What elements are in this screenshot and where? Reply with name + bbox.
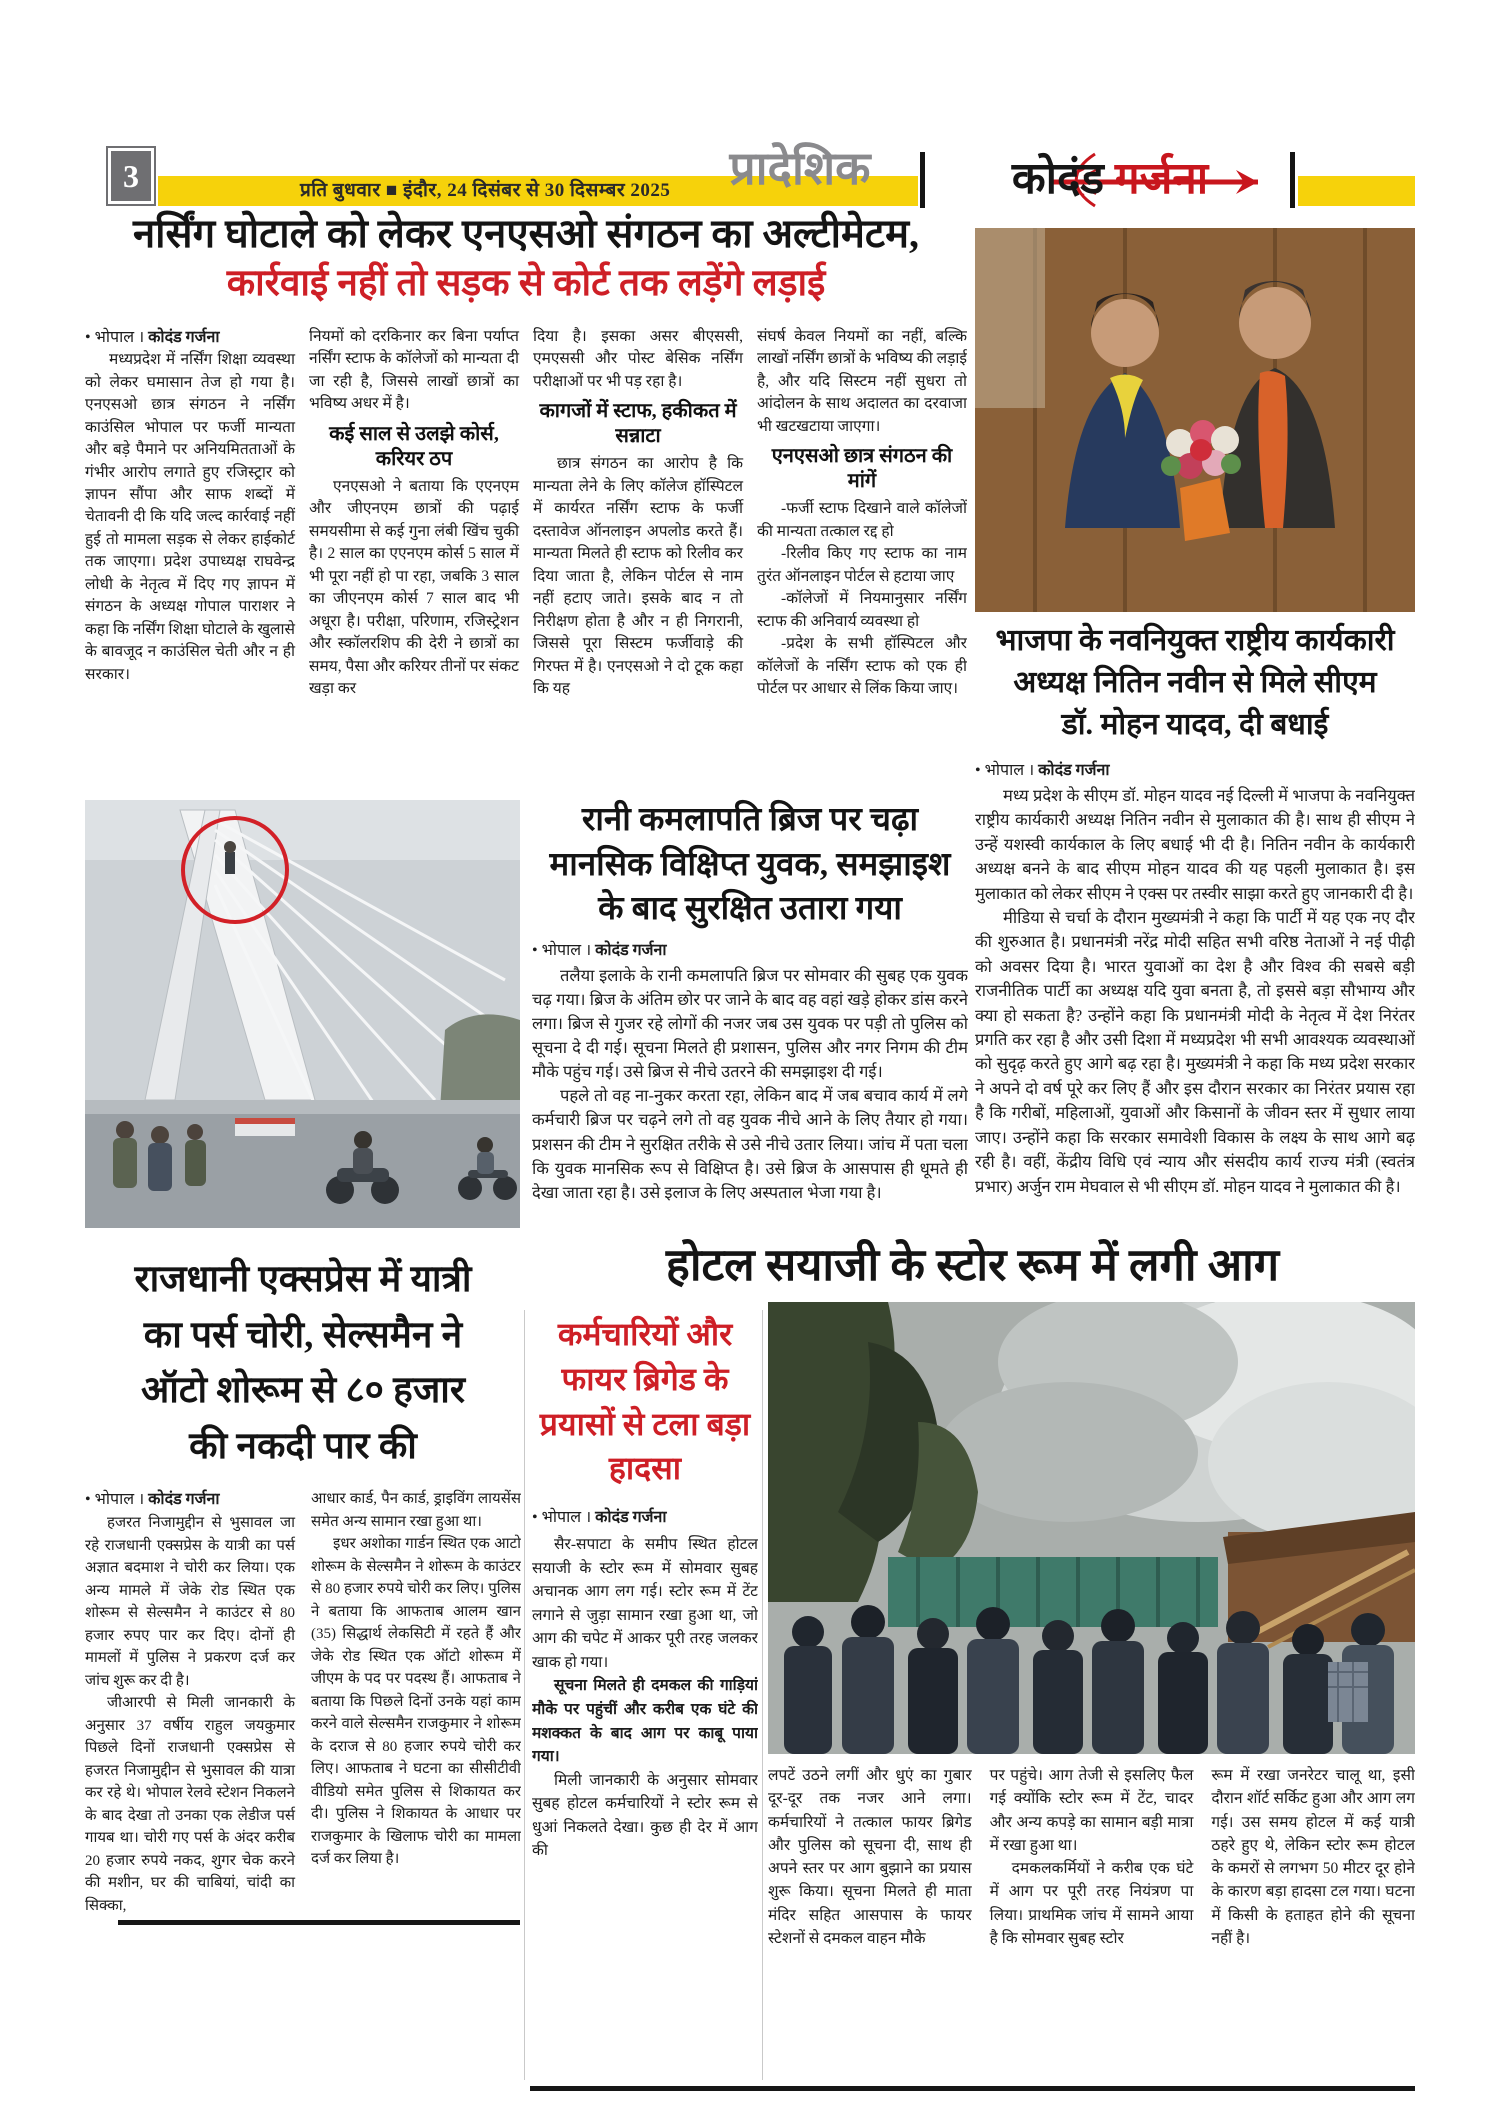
page-number-box xyxy=(106,146,156,206)
fire-bottom-rule xyxy=(530,2086,1415,2091)
nursing-column-2 xyxy=(309,326,519,788)
byline: • भोपाल । कोदंड गर्जना xyxy=(532,1509,667,1527)
fire-colB-para1: पर पहुंचे। आग तेजी से इसलिए फैल गई क्योंकि स्टोर रूम में टेंट, चादर और अन्य कपड़े का सामान बड़ी मात्रा में रखा हुआ था। xyxy=(989,1767,1194,1854)
fire-photo-art xyxy=(768,1302,1415,1754)
nursing-article-columns xyxy=(85,326,967,788)
bridge-para2: पहले तो वह ना-नुकर करता रहा, लेकिन बाद में जब बचाव कार्य में लगे कर्मचारी ब्रिज पर चढ़ने लगे तो वह युवक नीचे आने के लिए तैयार हो गया। प्रशसन की टीम ने सुरक्षित तरीके से उसे नीचे उतार लिया। जांच में पता चला कि युवक मानसिक रूप से विक्षिप्त है। उसे ब्रिज के आसपास ही धूमते ही देखा जाता रहा है। उसे इलाज के लिए अस्पताल भेजा गया है। xyxy=(532,1086,968,1202)
demand-item: -रिलीव किए गए स्टाफ का नाम तुरंत ऑनलाइन पोर्टल से हटाया जाए xyxy=(757,545,967,585)
nursing-col1-text: मध्यप्रदेश में नर्सिंग शिक्षा व्यवस्था को लेकर घमासान तेज हो गया है। एनएसओ छात्र संगठन ने नर्सिंग काउंसिल भोपाल पर फर्जी मान्यता और बड़े पैमाने पर अनियमितताओं के गंभीर आरोप लगाते हुए रजिस्ट्रार को ज्ञापन सौंपा और साफ शब्दों में चेतावनी दी कि यदि जल्द कार्रवाई नहीं हुई तो मामला सड़क से लेकर हाईकोर्ट तक जाएगा। प्रदेश उपाध्यक्ष राघवेन्द्र लोधी के नेतृत्व में दिए गए ज्ञापन में संगठन के अध्यक्ष गोपाल पाराशर ने कहा कि नर्सिंग शिक्षा घोटाले के खुलासे के बावजूद न काउंसिल चेती और न ही सरकार। xyxy=(85,351,295,683)
cm-para2: मीडिया से चर्चा के दौरान मुख्यमंत्री ने कहा कि पार्टी में यह एक नए दौर की शुरुआत है। प्रधानमंत्री नरेंद्र मोदी सहित सभी वरिष्ठ नेताओं ने नई पीढ़ी को अवसर दिया है। भारत युवाओं का देश है और विश्व की सबसे बड़ी राजनीतिक पार्टी का अध्यक्ष यदि युवा बनता है, तो इससे बड़ा सौभाग्य और क्या हो सकता है? उन्होंने कहा कि प्रधानमंत्री मोदी के नेतृत्व में देश निरंतर प्रगति कर रहा है और उसी दिशा में मध्यप्रदेश भी सभी आवश्यक व्यवस्थाओं को सुदृढ़ करते हुए आगे बढ़ रहा है। मुख्यमंत्री ने कहा कि मध्य प्रदेश सरकार ने अपने दो वर्ष पूरे कर लिए हैं और इस दौरान सरकार का निरंतर प्रयास रहा है कि गरीबों, महिलाओं, युवाओं और किसानों के जीवन स्तर में सुधार लाया जाए। उन्होंने कहा कि सरकार समावेशी विकास के लक्ष्य के साथ आगे बढ़ रही है। वहीं, केंद्रीय विधि एवं न्याय और संसदीय कार्य राज्य मंत्री (स्वतंत्र प्रभार) अर्जुन राम मेघवाल से भी सीएम डॉ. मोहन यादव ने मुलाकात की है। xyxy=(975,908,1415,1196)
nursing-col4-intro: संघर्ष केवल नियमों का नहीं, बल्कि लाखों नर्सिंग छात्रों के भविष्य की लड़ाई है, और यदि सिस्टम नहीं सुधरा तो आंदोलन के साथ अदालत का दरवाजा भी खटखटाया जाएगा। xyxy=(757,328,967,435)
masthead-right-bar xyxy=(1290,152,1295,208)
nursing-column-1 xyxy=(85,326,295,788)
byline: • भोपाल । कोदंड गर्जना xyxy=(532,942,667,959)
nursing-column-4 xyxy=(757,326,967,788)
byline: • भोपाल । कोदंड गर्जना xyxy=(975,762,1110,779)
bridge-photo xyxy=(85,800,520,1228)
demand-item: -कॉलेजों में नियमानुसार नर्सिंग स्टाफ की अनिवार्य व्यवस्था हो xyxy=(757,590,967,630)
nursing-col2-body: एनएसओ ने बताया कि एएनएम और जीएनएम छात्रों की पढ़ाई समयसीमा से कई गुना लंबी खिंच चुकी है। 2 साल का एएनएम कोर्स 5 साल में भी पूरा नहीं हो पा रहा, जबकि 3 साल का जीएनएम कोर्स 7 साल बाद भी अधूरा है। परीक्षा, परिणाम, रजिस्ट्रेशन और स्कॉलरशिप की देरी ने छात्रों का समय, पैसा और करियर तीनों पर संकट खड़ा कर xyxy=(309,477,519,698)
theft-col2-para1: आधार कार्ड, पैन कार्ड, ड्राइविंग लायसेंस समेत अन्य सामान रखा हुआ था। xyxy=(311,1491,521,1530)
fire-red-subhead: कर्मचारियों और फायर ब्रिगेड के प्रयासों से टला बड़ा हादसा xyxy=(539,1316,751,1487)
bridge-headline: रानी कमलापति ब्रिज पर चढ़ा मानसिक विक्षिप्त युवक, समझाइश के बाद सुरक्षित उतारा गया xyxy=(549,802,951,928)
fire-left-para2-bold: सूचना मिलते ही दमकल की गाड़ियां मौके पर पहुंचीं और करीब एक घंटे की मशक्कत के बाद आग पर काबू पाया गया। xyxy=(532,1677,758,1766)
newspaper-masthead xyxy=(935,150,1285,208)
theft-col1-para1: हजरत निजामुद्दीन से भुसावल जा रहे राजधानी एक्सप्रेस के यात्री का पर्स अज्ञात बदमाश ने चोरी कर लिया। एक अन्य मामले में जेके रोड स्थित एक शोरूम से सेल्समैन ने काउंटर से 80 हजार रुपए पार कर दिए। दोनों ही मामलों में पुलिस ने प्रकरण दर्ज कर जांच शुरू कर दी है। xyxy=(85,1515,295,1689)
nursing-headline-red: कार्रवाई नहीं तो सड़क से कोर्ट तक लड़ेंगे लड़ाई xyxy=(226,263,826,304)
fire-photo xyxy=(768,1302,1415,1754)
nursing-col3-intro: दिया है। इसका असर बीएससी, एमएससी और पोस्ट बेसिक नर्सिंग परीक्षाओं पर भी पड़ रहा है। xyxy=(533,328,743,390)
nursing-col3-body: छात्र संगठन का आरोप है कि मान्यता लेने के लिए कॉलेज हॉस्पिटल में कार्यरत नर्सिंग स्टाफ के फर्जी दस्तावेज ऑनलाइन अपलोड करते हैं। मान्यता मिलते ही स्टाफ को रिलीव कर दिया जाता है, लेकिन पोर्टल से नाम नहीं हटाए जाते। इसके बाद न तो निरीक्षण होता है और न ही निगरानी, जिससे पूरा सिस्टम फर्जीवाड़े की गिरफ्त में है। एनएसओ ने दो टूक कहा कि यह xyxy=(533,455,743,698)
fire-colA-text: लपटें उठने लगीं और धुएं का गुबार दूर-दूर तक नजर आने लगा। कर्मचारियों ने तत्काल फायर ब्रिगेड और पुलिस को सूचना दी, साथ ही अपने स्तर पर आग बुझाने का प्रयास शुरू किया। सूचना मिलते ही माता मंदिर सहित आसपास के फायर स्टेशनों से दमकल वाहन मौके xyxy=(768,1767,972,1947)
fire-left-para3: मिली जानकारी के अनुसार सोमवार सुबह होटल कर्मचारियों ने स्टोर रूम से धुआं निकलते देखा। कुछ ही देर में आग की xyxy=(532,1771,758,1860)
fire-column-c xyxy=(1211,1764,1415,2082)
cm-headline: भाजपा के नवनियुक्त राष्ट्रीय कार्यकारी अध्यक्ष नितिन नवीन से मिले सीएम डॉ. मोहन यादव, दी बधाई xyxy=(995,624,1395,741)
nursing-subhead-courses: कई साल से उलझे कोर्स, करियर ठप xyxy=(329,422,499,470)
fire-column-b xyxy=(990,1764,1194,2082)
demand-item: -प्रदेश के सभी हॉस्पिटल और कॉलेजों के नर्सिंग स्टाफ को एक ही पोर्टल पर आधार से लिंक किया जाए। xyxy=(757,635,967,698)
nursing-headline-black: नर्सिंग घोटाले को लेकर एनएसओ संगठन का अल्टीमेटम, xyxy=(132,211,920,256)
cm-article-body xyxy=(975,784,1415,1236)
header-yellow-band-right xyxy=(1298,176,1415,206)
fire-colB-para2: दमकलकर्मियों ने करीब एक घंटे में आग पर पूरी तरह नियंत्रण पा लिया। प्राथमिक जांच में सामने आया है कि सोमवार सुबह स्टोर xyxy=(989,1860,1194,1947)
fire-left-text xyxy=(532,1533,758,1863)
masthead-word-red: गर्जना xyxy=(1114,154,1209,203)
nursing-subhead-demands: एनएसओ छात्र संगठन की मांगें xyxy=(771,445,953,493)
fire-article-columns xyxy=(768,1764,1415,2082)
nursing-col2-intro: नियमों को दरकिनार कर बिना पर्याप्त नर्सिंग स्टाफ के कॉलेजों को मान्यता दी जा रही है, जिससे लाखों छात्रों का भविष्य अधर में है। xyxy=(309,328,519,413)
cm-para1: मध्य प्रदेश के सीएम डॉ. मोहन यादव नई दिल्ली में भाजपा के नवनियुक्त राष्ट्रीय कार्यकारी अध्यक्ष नितिन नवीन से मुलाकात की है। साथ ही सीएम ने उन्हें यशस्वी कार्यकाल के लिए बधाई भी दी है। नितिन नवीन के कार्यकारी अध्यक्ष बनने के बाद सीएम मोहन यादव की यह पहली मुलाकात है। इस मुलाकात को लेकर सीएम ने एक्स पर तस्वीर साझा करते हुए जानकारी दी है। xyxy=(975,786,1415,903)
fire-left-column xyxy=(532,1312,758,2084)
bridge-photo-art xyxy=(85,800,520,1228)
nursing-column-3 xyxy=(533,326,743,788)
section-title: प्रादेशिक xyxy=(729,143,871,194)
masthead-word-black: कोदंड xyxy=(1011,154,1104,203)
theft-headline: राजधानी एक्सप्रेस में यात्री का पर्स चोरी, सेल्समैन ने ऑटो शोरूम से ८० हजार की नकदी पार की xyxy=(134,1259,472,1467)
demand-item: -फर्जी स्टाफ दिखाने वाले कॉलेजों की मान्यता तत्काल रद्द हो xyxy=(757,500,967,540)
theft-column-2 xyxy=(311,1488,521,1916)
fire-column-a xyxy=(768,1764,972,2082)
byline: • भोपाल । कोदंड गर्जना xyxy=(85,1491,220,1508)
bridge-para1: तलैया इलाके के रानी कमलापति ब्रिज पर सोमवार की सुबह एक युवक चढ़ गया। ब्रिज के अंतिम छोर पर जाने के बाद वह वहां खड़े होकर डांस करने लगा। ब्रिज से गुजर रहे लोगों की नजर जब उस युवक पर पड़ी तो पुलिस को सूचना दे दी गई। सूचना मिलते ही प्रशासन, पुलिस और नगर निगम की टीम मौके पहुंच गई। उसे ब्रिज से नीचे उतरने की समझाइश दी गई। xyxy=(532,966,968,1082)
nursing-subhead-staff: कागजों में स्टाफ, हकीकत में सन्नाटा xyxy=(539,400,737,448)
edition-dateline: प्रति बुधवार ■ इंदौर, 24 दिसंबर से 30 दिसम्बर 2025 xyxy=(300,180,671,201)
page-number: 3 xyxy=(111,151,151,201)
column-divider xyxy=(524,1310,525,2080)
theft-col2-para2: इधर अशोका गार्डन स्थित एक आटो शोरूम के सेल्समैन ने शोरूम के काउंटर से 80 हजार रुपये चोरी कर लिए। पुलिस ने बताया कि आफताब आलम खान (35) सिद्धार्थ लेकसिटी में रहते हैं और जेके रोड स्थित एक ऑटो शोरूम में जीएम के पद पर पदस्थ हैं। आफताब ने बताया कि पिछले दिनों उनके यहां काम करने वाले सेल्समैन राजकुमार ने शोरूम के दराज से 80 हजार रुपये चोरी कर लिए। आफताब ने घटना का सीसीटीवी वीडियो समेत पुलिस से शिकायत कर दी। पुलिस ने शिकायत के आधार पर राजकुमार के खिलाफ चोरी का मामला दर्ज कर लिया है। xyxy=(311,1536,521,1867)
theft-bottom-rule xyxy=(118,1920,520,1925)
fire-left-para1: सैर-सपाटा के समीप स्थित होटल सयाजी के स्टोर रूम में सोमवार सुबह अचानक आग लग गई। स्टोर रूम में टेंट लगाने से जुड़ा सामान रखा हुआ था, जो आग की चपेट में आकर पूरी तरह जलकर खाक हो गया। xyxy=(532,1536,758,1671)
fire-headline: होटल सयाजी के स्टोर रूम में लगी आग xyxy=(665,1240,1280,1290)
fire-colC-text: रूम में रखा जनरेटर चालू था, इसी दौरान शॉर्ट सर्किट हुआ और आग लग गई। उस समय होटल में कई यात्री ठहरे हुए थे, लेकिन स्टोर रूम होटल के कमरों से लगभग 50 मीटर दूर होने के कारण बड़ा हादसा टल गया। घटना में किसी के हताहत होने की सूचना नहीं है। xyxy=(1211,1767,1415,1947)
bridge-article-body xyxy=(532,964,968,1236)
theft-col1-para2: जीआरपी से मिली जानकारी के अनुसार 37 वर्षीय राहुल जयकुमार पिछले दिनों राजधानी एक्सप्रेस से हजरत निजामुद्दीन से भुसावल की यात्रा कर रहे थे। भोपाल रेलवे स्टेशन निकलने के बाद देखा तो उनका एक लेडीज पर्स गायब था। चोरी गए पर्स के अंदर करीब 20 हजार रुपये नकद, शुगर चेक करने की मशीन, घर की चाबियां, चांदी का सिक्का, xyxy=(85,1695,295,1914)
theft-article-columns xyxy=(85,1488,521,1916)
theft-column-1 xyxy=(85,1488,295,1916)
cm-meeting-photo xyxy=(975,228,1415,612)
cm-meeting-photo-art xyxy=(975,228,1415,612)
byline: • भोपाल । कोदंड गर्जना xyxy=(85,329,220,346)
column-divider xyxy=(762,1310,763,2080)
